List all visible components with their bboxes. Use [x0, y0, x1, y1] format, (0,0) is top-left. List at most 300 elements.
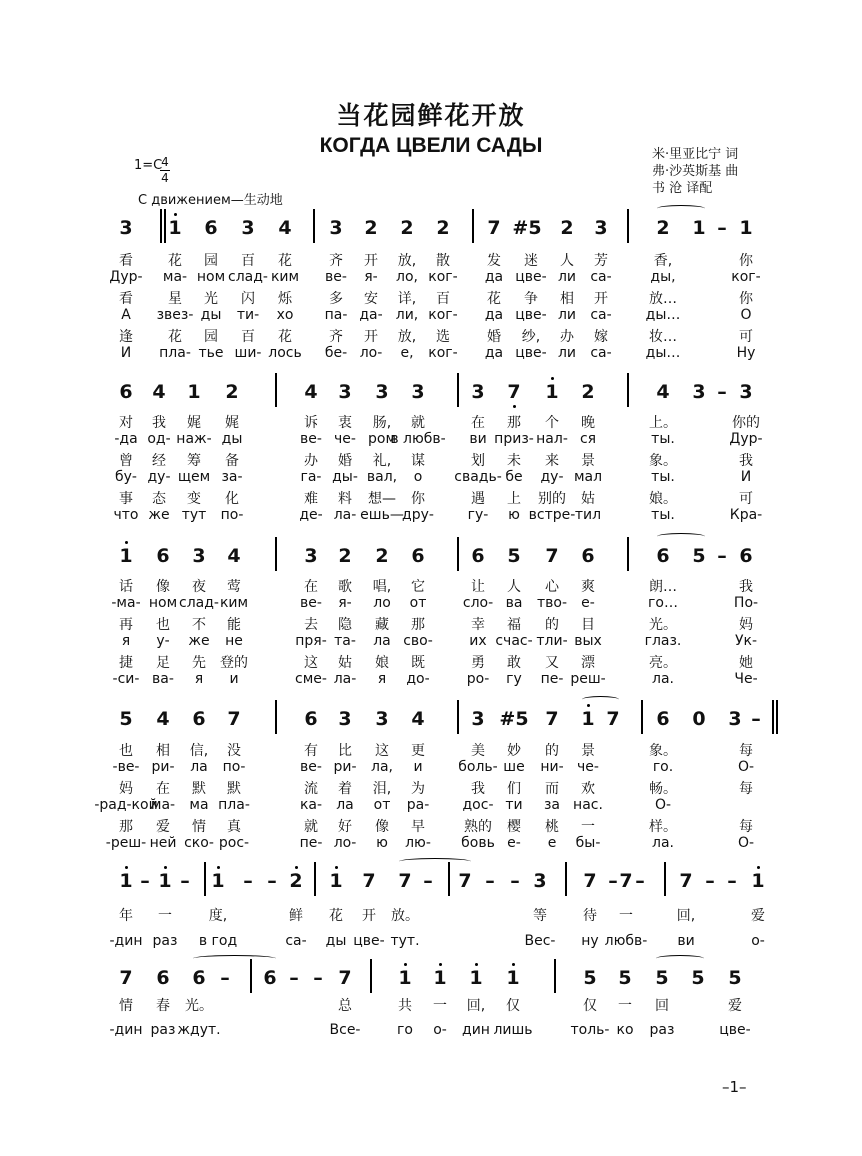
- lyric-syllable: 畅。: [649, 781, 677, 797]
- lyric-syllable: О-: [654, 797, 672, 813]
- note: 6: [471, 545, 485, 567]
- lyric-syllable: 上: [507, 491, 521, 507]
- lyric-syllable: Дур-: [729, 431, 763, 447]
- title-chinese: 当花园鲜花开放: [336, 101, 526, 130]
- note: –: [705, 870, 715, 892]
- lyric-syllable: пе-: [540, 671, 564, 687]
- note: –: [220, 967, 230, 989]
- lyric-syllable: 樱: [507, 819, 521, 835]
- lyric-syllable: ко: [616, 1022, 634, 1038]
- lyric-syllable: 烁: [278, 291, 292, 307]
- note: 4: [227, 545, 241, 567]
- lyric-syllable: ла: [373, 633, 391, 649]
- lyric-syllable: та-: [334, 633, 356, 649]
- note: 1: [469, 967, 483, 989]
- note: 7: [119, 967, 133, 989]
- time-signature-bottom: 4: [161, 171, 169, 185]
- lyric-syllable: 园: [204, 253, 218, 269]
- system-1-lyrics-line-2: [0, 269, 862, 287]
- lyric-syllable: цве-: [515, 345, 547, 361]
- note: 7: [545, 545, 559, 567]
- lyric-syllable: 百: [436, 291, 450, 307]
- note: 2: [581, 381, 595, 403]
- lyric-syllable: 我: [471, 781, 485, 797]
- lyric-syllable: 着: [338, 781, 352, 797]
- system-6-notes: [0, 967, 862, 989]
- lyric-syllable: хо: [276, 307, 294, 323]
- lyric-syllable: 熟的: [464, 819, 492, 835]
- lyric-syllable: по-: [222, 759, 246, 775]
- lyric-syllable: 遇: [471, 491, 485, 507]
- lyric-syllable: о: [413, 469, 423, 485]
- note: 1: [692, 217, 706, 239]
- lyric-syllable: 看: [119, 291, 133, 307]
- lyric-syllable: ли,: [395, 307, 419, 323]
- lyric-syllable: И: [120, 345, 132, 361]
- octave-dot-above: [404, 963, 407, 966]
- lyric-syllable: ти-: [236, 307, 260, 323]
- tie-slur: [193, 955, 276, 962]
- lyric-syllable: ра-: [406, 797, 430, 813]
- note: 7: [619, 870, 633, 892]
- lyric-syllable: е,: [400, 345, 414, 361]
- note: 2: [560, 217, 574, 239]
- note: 1: [329, 870, 343, 892]
- bar-line: [565, 862, 567, 896]
- lyric-syllable: 在: [304, 579, 318, 595]
- system-4-lyrics-line-3: [0, 778, 862, 796]
- lyric-syllable: 就: [304, 819, 318, 835]
- note: 1: [545, 381, 559, 403]
- note: –: [608, 870, 618, 892]
- system-4-lyrics-line-2: [0, 759, 862, 777]
- note: 1: [119, 870, 133, 892]
- lyric-syllable: 让: [471, 579, 485, 595]
- lyric-syllable: 能: [227, 617, 241, 633]
- lyric-syllable: О: [740, 307, 752, 323]
- lyric-syllable: 相: [156, 743, 170, 759]
- bar-line: [275, 537, 277, 571]
- bar-line: [472, 209, 474, 243]
- lyric-syllable: звез-: [156, 307, 194, 323]
- lyric-syllable: я-: [364, 269, 378, 285]
- note: 1: [581, 708, 595, 730]
- lyric-syllable: 花: [487, 291, 501, 307]
- lyric-syllable: у-: [156, 633, 170, 649]
- note: 3: [692, 381, 706, 403]
- lyric-syllable: 可: [739, 491, 753, 507]
- lyric-syllable: 齐: [329, 253, 343, 269]
- lyric-syllable: ло-: [359, 345, 383, 361]
- note: 3: [471, 708, 485, 730]
- note: 4: [156, 708, 170, 730]
- system-5-lyrics-line-1: [0, 905, 862, 923]
- lyric-syllable: 想—: [368, 491, 396, 507]
- lyric-syllable: толь-: [570, 1022, 610, 1038]
- lyric-syllable: 光。: [185, 998, 213, 1014]
- lyric-syllable: о-: [433, 1022, 447, 1038]
- note: 6: [119, 381, 133, 403]
- lyric-syllable: 姑: [338, 655, 352, 671]
- lyric-syllable: 别的: [538, 491, 566, 507]
- note: 4: [411, 708, 425, 730]
- octave-dot-above: [512, 963, 515, 966]
- lyric-syllable: 光。: [649, 617, 677, 633]
- lyric-syllable: 等: [533, 908, 547, 924]
- lyric-syllable: 你的: [732, 415, 760, 431]
- lyric-syllable: ды: [325, 933, 347, 949]
- note: 4: [278, 217, 292, 239]
- lyric-syllable: 肠,: [372, 415, 392, 431]
- lyric-syllable: 难: [304, 491, 318, 507]
- lyric-syllable: 逢: [119, 329, 133, 345]
- lyric-syllable: 就: [411, 415, 425, 431]
- lyric-syllable: 爱: [728, 998, 742, 1014]
- credits: [652, 146, 738, 197]
- lyric-syllable: 姑: [581, 491, 595, 507]
- lyric-syllable: пе-: [299, 835, 323, 851]
- lyric-syllable: ром: [367, 431, 397, 447]
- note: #5: [512, 217, 542, 239]
- lyric-syllable: 每: [739, 819, 753, 835]
- lyric-syllable: 办: [304, 453, 318, 469]
- lyric-syllable: е-: [581, 595, 595, 611]
- note: 7: [507, 381, 521, 403]
- note: –: [717, 545, 727, 567]
- lyric-syllable: мал: [573, 469, 603, 485]
- lyric-syllable: ва-: [152, 671, 174, 687]
- lyric-syllable: пла-: [218, 797, 250, 813]
- lyric-syllable: 度,: [208, 908, 228, 924]
- lyric-syllable: 勇: [471, 655, 485, 671]
- system-5-lyrics-line-2: [0, 933, 862, 951]
- note: 0: [692, 708, 706, 730]
- note: 3: [338, 381, 352, 403]
- lyric-syllable: 福: [507, 617, 521, 633]
- lyric-syllable: гу: [506, 671, 522, 687]
- lyric-syllable: 像: [156, 579, 170, 595]
- lyric-syllable: 藏: [375, 617, 389, 633]
- lyric-syllable: О-: [737, 835, 755, 851]
- lyric-syllable: ла: [336, 797, 354, 813]
- lyric-syllable: 不: [192, 617, 206, 633]
- lyric-syllable: -си-: [112, 671, 140, 687]
- lyric-syllable: ла-: [333, 671, 357, 687]
- system-2-lyrics-line-2: [0, 431, 862, 449]
- lyric-syllable: цве-: [353, 933, 385, 949]
- lyric-syllable: раз: [649, 1022, 675, 1038]
- tie-slur: [656, 955, 704, 962]
- lyric-syllable: 它: [411, 579, 425, 595]
- note: 7: [362, 870, 376, 892]
- note: –: [727, 870, 737, 892]
- octave-dot-above: [174, 213, 177, 216]
- lyric-syllable: ма: [189, 797, 209, 813]
- lyric-syllable: 备: [225, 453, 239, 469]
- system-4-lyrics-line-4: [0, 797, 862, 815]
- lyric-syllable: 信,: [189, 743, 209, 759]
- lyric-syllable: гу-: [467, 507, 489, 523]
- lyric-syllable: 默: [227, 781, 241, 797]
- time-signature: [160, 156, 170, 185]
- lyric-syllable: го: [397, 1022, 413, 1038]
- note: –: [717, 381, 727, 403]
- system-6-lyrics-line-1: [0, 995, 862, 1013]
- lyric-syllable: 既: [411, 655, 425, 671]
- lyric-syllable: Вес-: [524, 933, 556, 949]
- lyric-syllable: ма-: [162, 269, 188, 285]
- note: 3: [192, 545, 206, 567]
- lyric-syllable: 详,: [397, 291, 417, 307]
- lyric-syllable: о-: [751, 933, 765, 949]
- lyric-syllable: от: [373, 797, 391, 813]
- lyric-syllable: ды-: [332, 469, 358, 485]
- lyric-syllable: 曾: [119, 453, 133, 469]
- note: 1: [398, 967, 412, 989]
- bar-line: [554, 959, 556, 993]
- lyric-syllable: приз-: [494, 431, 534, 447]
- lyric-syllable: ши-: [234, 345, 262, 361]
- note: 7: [227, 708, 241, 730]
- lyric-syllable: 默: [192, 781, 206, 797]
- lyric-syllable: тво-: [536, 595, 568, 611]
- credit-translation: 书 沧 译配: [652, 181, 713, 196]
- note: 7: [679, 870, 693, 892]
- lyric-syllable: я: [194, 671, 204, 687]
- octave-dot-above: [551, 377, 554, 380]
- lyric-syllable: ю: [508, 507, 520, 523]
- lyric-syllable: 你: [739, 253, 753, 269]
- lyric-syllable: дос-: [462, 797, 494, 813]
- lyric-syllable: 共: [398, 998, 412, 1014]
- bar-line: [204, 862, 206, 896]
- lyric-syllable: 这: [375, 743, 389, 759]
- bar-line: [627, 537, 629, 571]
- lyric-syllable: сво-: [403, 633, 433, 649]
- lyric-syllable: 话: [119, 579, 133, 595]
- note: –: [485, 870, 495, 892]
- lyric-syllable: ла: [190, 759, 208, 775]
- system-4-notes: [0, 708, 862, 730]
- lyric-syllable: ни-: [540, 759, 564, 775]
- lyric-syllable: 的: [545, 743, 559, 759]
- lyric-syllable: Че-: [734, 671, 758, 687]
- note: 6: [656, 545, 670, 567]
- bar-line: [627, 209, 629, 243]
- note: 5: [119, 708, 133, 730]
- lyric-syllable: за-: [221, 469, 243, 485]
- lyric-syllable: 好: [338, 819, 352, 835]
- lyric-syllable: 桃: [545, 819, 559, 835]
- lyric-syllable: 爽: [581, 579, 595, 595]
- lyric-syllable: тли-: [536, 633, 568, 649]
- note: 2: [364, 217, 378, 239]
- system-3-lyrics-line-5: [0, 652, 862, 670]
- note: –: [423, 870, 433, 892]
- note: 6: [739, 545, 753, 567]
- lyric-syllable: 开: [362, 908, 376, 924]
- lyric-syllable: ду-: [540, 469, 564, 485]
- lyric-syllable: боль-: [458, 759, 498, 775]
- lyric-syllable: 百: [241, 253, 255, 269]
- note: 7: [458, 870, 472, 892]
- lyric-syllable: Ну: [736, 345, 756, 361]
- lyric-syllable: 上。: [649, 415, 677, 431]
- note: 3: [329, 217, 343, 239]
- lyric-syllable: 诉: [304, 415, 318, 431]
- lyric-syllable: са-: [590, 345, 612, 361]
- bar-line: [275, 700, 277, 734]
- note: 2: [338, 545, 352, 567]
- octave-dot-above: [587, 704, 590, 707]
- note: 6: [192, 708, 206, 730]
- credit-lyrics: 米·里亚比宁 词: [652, 147, 739, 162]
- bar-line: [772, 700, 774, 734]
- note: 3: [411, 381, 425, 403]
- bar-line: [664, 862, 666, 896]
- lyric-syllable: ри-: [151, 759, 175, 775]
- lyric-syllable: 每: [739, 743, 753, 759]
- lyric-syllable: 化: [225, 491, 239, 507]
- lyric-syllable: 登的: [220, 655, 248, 671]
- note: 2: [436, 217, 450, 239]
- lyric-syllable: ва: [505, 595, 523, 611]
- lyric-syllable: 春: [156, 998, 170, 1014]
- note: 4: [152, 381, 166, 403]
- note: 1: [506, 967, 520, 989]
- lyric-syllable: -ве-: [112, 759, 140, 775]
- lyric-syllable: 放…: [649, 291, 677, 307]
- lyric-syllable: го.: [652, 759, 674, 775]
- lyric-syllable: 一: [433, 998, 447, 1014]
- lyric-syllable: 礼,: [372, 453, 392, 469]
- lyric-syllable: ты.: [651, 507, 675, 523]
- lyric-syllable: 个: [545, 415, 559, 431]
- note: 1: [433, 967, 447, 989]
- lyric-syllable: 放。: [391, 908, 419, 924]
- lyric-syllable: пря-: [295, 633, 327, 649]
- lyric-syllable: сло-: [462, 595, 494, 611]
- lyric-syllable: ве-: [325, 269, 347, 285]
- system-2-notes: [0, 381, 862, 403]
- note: 3: [119, 217, 133, 239]
- lyric-syllable: ка-: [299, 797, 323, 813]
- lyric-syllable: ла.: [652, 835, 674, 851]
- lyric-syllable: 流: [304, 781, 318, 797]
- lyric-syllable: -реш-: [105, 835, 147, 851]
- lyric-syllable: ла,: [371, 759, 393, 775]
- note: 6: [263, 967, 277, 989]
- note: 3: [375, 708, 389, 730]
- lyric-syllable: 妙: [507, 743, 521, 759]
- lyric-syllable: 一: [618, 998, 632, 1014]
- lyric-syllable: дин: [462, 1022, 490, 1038]
- lyric-syllable: ви: [469, 431, 487, 447]
- note: –: [267, 870, 277, 892]
- note: –: [635, 870, 645, 892]
- lyric-syllable: 足: [156, 655, 170, 671]
- lyric-syllable: раз: [152, 933, 178, 949]
- lyric-syllable: ким: [219, 595, 249, 611]
- lyric-syllable: цве-: [515, 269, 547, 285]
- note: 3: [594, 217, 608, 239]
- lyric-syllable: тут.: [390, 933, 420, 949]
- note: 6: [304, 708, 318, 730]
- system-1-lyrics-line-5: [0, 326, 862, 344]
- lyric-syllable: ды…: [645, 307, 681, 323]
- lyric-syllable: 隐: [338, 617, 352, 633]
- lyric-syllable: И: [740, 469, 752, 485]
- lyric-syllable: 芳: [594, 253, 608, 269]
- lyric-syllable: бе: [505, 469, 523, 485]
- lyric-syllable: да: [484, 345, 504, 361]
- note: 3: [338, 708, 352, 730]
- note: 2: [375, 545, 389, 567]
- lyric-syllable: ти: [505, 797, 523, 813]
- lyric-syllable: бовь: [461, 835, 495, 851]
- lyric-syllable: 的: [545, 617, 559, 633]
- lyric-syllable: А: [121, 307, 131, 323]
- lyric-syllable: е: [547, 835, 557, 851]
- tie-slur: [582, 696, 619, 703]
- lyric-syllable: 对: [119, 415, 133, 431]
- title-russian: КОГДА ЦВЕЛИ САДЫ: [319, 134, 543, 157]
- lyric-syllable: ю: [376, 835, 388, 851]
- credit-music: 弗·沙英斯基 曲: [652, 164, 739, 179]
- lyric-syllable: 象。: [649, 743, 677, 759]
- note: 5: [691, 967, 705, 989]
- lyric-syllable: 仅: [506, 998, 520, 1014]
- note: –: [717, 217, 727, 239]
- lyric-syllable: че-: [577, 759, 599, 775]
- lyric-syllable: счас-: [495, 633, 533, 649]
- lyric-syllable: 早: [411, 819, 425, 835]
- tie-slur: [657, 205, 705, 212]
- lyric-syllable: тут: [181, 507, 207, 523]
- lyric-syllable: 情: [192, 819, 206, 835]
- lyric-syllable: 选: [436, 329, 450, 345]
- note: 7: [487, 217, 501, 239]
- lyric-syllable: ри-: [333, 759, 357, 775]
- note: 2: [656, 217, 670, 239]
- lyric-syllable: 放,: [397, 253, 417, 269]
- lyric-syllable: де-: [299, 507, 323, 523]
- lyric-syllable: ли: [557, 307, 577, 323]
- system-1-lyrics-line-1: [0, 250, 862, 268]
- lyric-syllable: па-: [324, 307, 348, 323]
- note: 7: [545, 708, 559, 730]
- lyric-syllable: да-: [359, 307, 383, 323]
- bar-line: [627, 373, 629, 407]
- lyric-syllable: ном: [196, 269, 226, 285]
- lyric-syllable: 我: [152, 415, 166, 431]
- lyric-syllable: 美: [471, 743, 485, 759]
- lyric-syllable: са-: [590, 269, 612, 285]
- lyric-syllable: ды: [200, 307, 222, 323]
- lyric-syllable: бе-: [324, 345, 348, 361]
- lyric-syllable: 再: [119, 617, 133, 633]
- lyric-syllable: ско-: [184, 835, 214, 851]
- lyric-syllable: Дур-: [109, 269, 143, 285]
- lyric-syllable: 一: [619, 908, 633, 924]
- lyric-syllable: ким: [270, 269, 300, 285]
- lyric-syllable: 开: [594, 291, 608, 307]
- lyric-syllable: 年: [119, 908, 133, 924]
- lyric-syllable: 衷: [338, 415, 352, 431]
- note: #5: [499, 708, 529, 730]
- note: 2: [289, 870, 303, 892]
- lyric-syllable: 筹: [187, 453, 201, 469]
